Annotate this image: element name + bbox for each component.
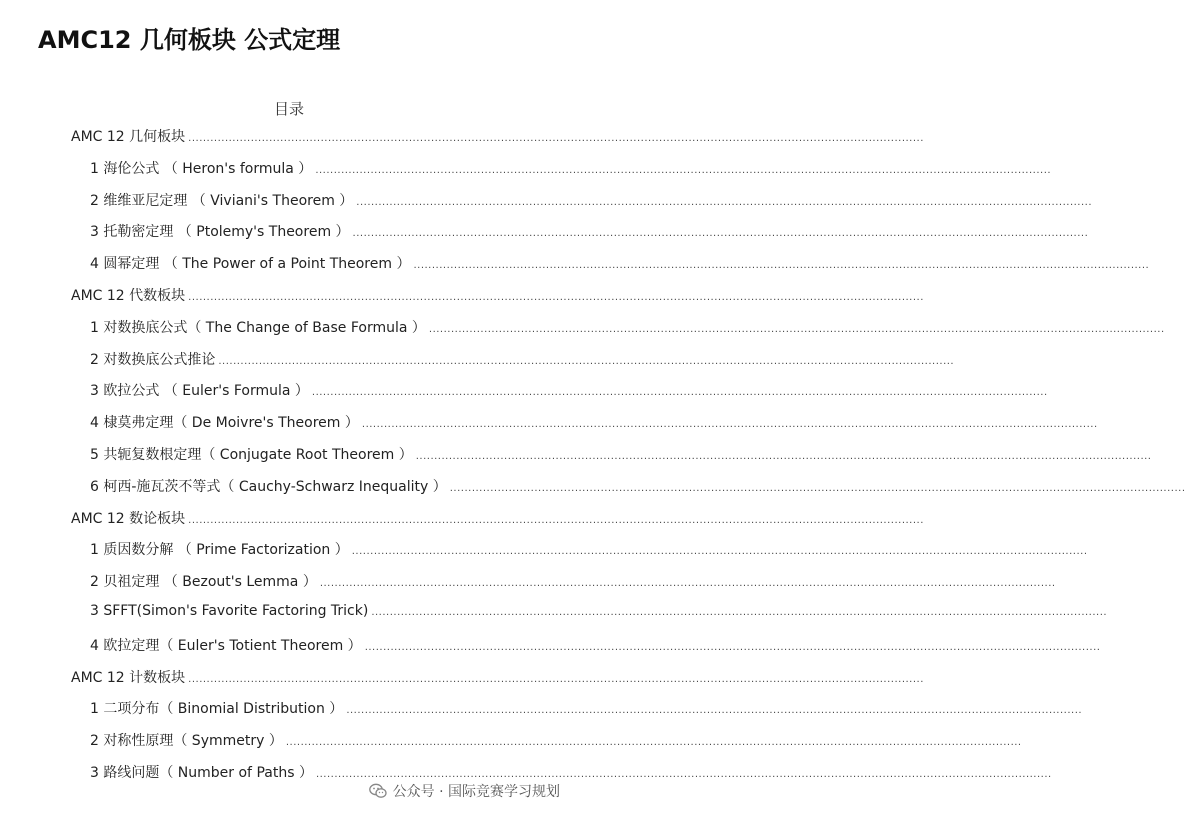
toc-section-label: AMC 12 代数板块	[71, 288, 186, 304]
dot-leader: ........................................................................................................................................................................................................	[415, 451, 1152, 462]
toc-entry-label: 3 路线问题（ Number of Paths ）	[90, 765, 313, 781]
toc-section	[71, 285, 924, 305]
toc-entry	[90, 762, 1052, 782]
toc-entry	[90, 730, 1022, 750]
toc-section-label: AMC 12 几何板块	[71, 129, 186, 145]
toc-entry	[90, 603, 1108, 619]
toc-entry-label: 2 对称性原理（ Symmetry ）	[90, 733, 283, 750]
watermark	[369, 781, 560, 801]
dot-leader: ........................................................................................................................................................................................................	[315, 164, 1052, 176]
toc-section	[71, 667, 924, 687]
toc-entry-label: 3 托勒密定理 （ Ptolemy's Theorem ）	[90, 224, 350, 241]
dot-leader: ........................................................................................................................................................................................................	[352, 228, 1089, 240]
toc-entry-label: 1 海伦公式 （ Heron's formula ）	[90, 160, 313, 177]
toc-entry-label: 2 对数换底公式推论	[90, 351, 216, 368]
toc-section	[71, 126, 924, 146]
dot-leader: ........................................................................................................................................................................................................	[285, 737, 1022, 749]
toc-section-label: AMC 12 数论板块	[71, 510, 186, 527]
watermark-text: 公众号 · 国际竞赛学习规划	[392, 784, 560, 800]
dot-leader: ........................................................................................................................................................................................................	[188, 514, 924, 526]
toc-section	[71, 508, 924, 528]
toc-entry-label: 4 欧拉定理（ Euler's Totient Theorem ）	[90, 637, 362, 654]
dot-leader: ........................................................................................................................................................................................................	[346, 705, 1083, 717]
dot-leader: ........................................................................................................................................................................................................	[319, 578, 1056, 590]
dot-leader: ........................................................................................................................................................................................................	[188, 673, 924, 685]
dot-leader: ........................................................................................................................................................................................................	[428, 323, 1165, 335]
toc-entry	[90, 190, 1093, 210]
toc-entry-label: 5 共轭复数根定理（ Conjugate Root Theorem ）	[90, 447, 413, 463]
dot-leader: ........................................................................................................................................................................................................	[356, 196, 1093, 208]
toc-entry-label: 1 二项分布（ Binomial Distribution ）	[90, 701, 344, 718]
toc-entry-label: 3 SFFT(Simon's Favorite Factoring Trick)	[90, 603, 369, 619]
toc-entry	[90, 412, 1098, 432]
toc-entry-label: 2 维维亚尼定理 （ Viviani's Theorem ）	[90, 192, 354, 209]
toc-entry	[90, 253, 1150, 273]
toc-entry	[90, 349, 955, 369]
toc-entry	[90, 539, 1088, 559]
dot-leader: ........................................................................................................................................................................................................	[371, 607, 1108, 618]
page-title: AMC12 几何板块 公式定理	[38, 26, 341, 54]
wechat-icon	[369, 783, 387, 799]
toc-entry-label: 3 欧拉公式 （ Euler's Formula ）	[90, 383, 309, 400]
dot-leader: ........................................................................................................................................................................................................	[413, 260, 1150, 272]
toc-entry	[90, 698, 1083, 718]
toc-entry	[90, 221, 1089, 241]
dot-leader: ........................................................................................................................................................................................................	[361, 419, 1098, 431]
toc-entry	[90, 158, 1052, 178]
dot-leader: ........................................................................................................................................................................................................	[218, 355, 955, 367]
toc-entry	[90, 635, 1101, 655]
dot-leader: ........................................................................................................................................................................................................	[351, 546, 1088, 558]
toc-entry-label: 6 柯西-施瓦茨不等式（ Cauchy-Schwarz Inequality ）	[90, 478, 447, 495]
toc-entry-label: 2 贝祖定理 （ Bezout's Lemma ）	[90, 574, 317, 591]
toc-entry	[90, 317, 1165, 337]
toc-heading: 目录	[273, 100, 304, 118]
toc-entry	[90, 444, 1152, 464]
toc-entry	[90, 571, 1056, 591]
dot-leader: ........................................................................................................................................................................................................	[311, 387, 1048, 399]
dot-leader: ........................................................................................................................................................................................................	[188, 292, 924, 303]
dot-leader: ........................................................................................................................................................................................................	[449, 482, 1186, 494]
toc-entry-label: 4 圆幂定理 （ The Power of a Point Theorem ）	[90, 256, 411, 273]
toc-entry	[90, 476, 1186, 496]
dot-leader: ........................................................................................................................................................................................................	[364, 641, 1101, 653]
toc-section-label: AMC 12 计数板块	[71, 669, 186, 686]
toc-entry-label: 1 对数换底公式（ The Change of Base Formula ）	[90, 319, 426, 336]
dot-leader: ........................................................................................................................................................................................................	[188, 133, 924, 144]
dot-leader: ........................................................................................................................................................................................................	[315, 769, 1052, 780]
toc-entry-label: 4 棣莫弗定理（ De Moivre's Theorem ）	[90, 415, 359, 432]
toc-entry	[90, 380, 1048, 400]
toc-entry-label: 1 质因数分解 （ Prime Factorization ）	[90, 542, 349, 559]
